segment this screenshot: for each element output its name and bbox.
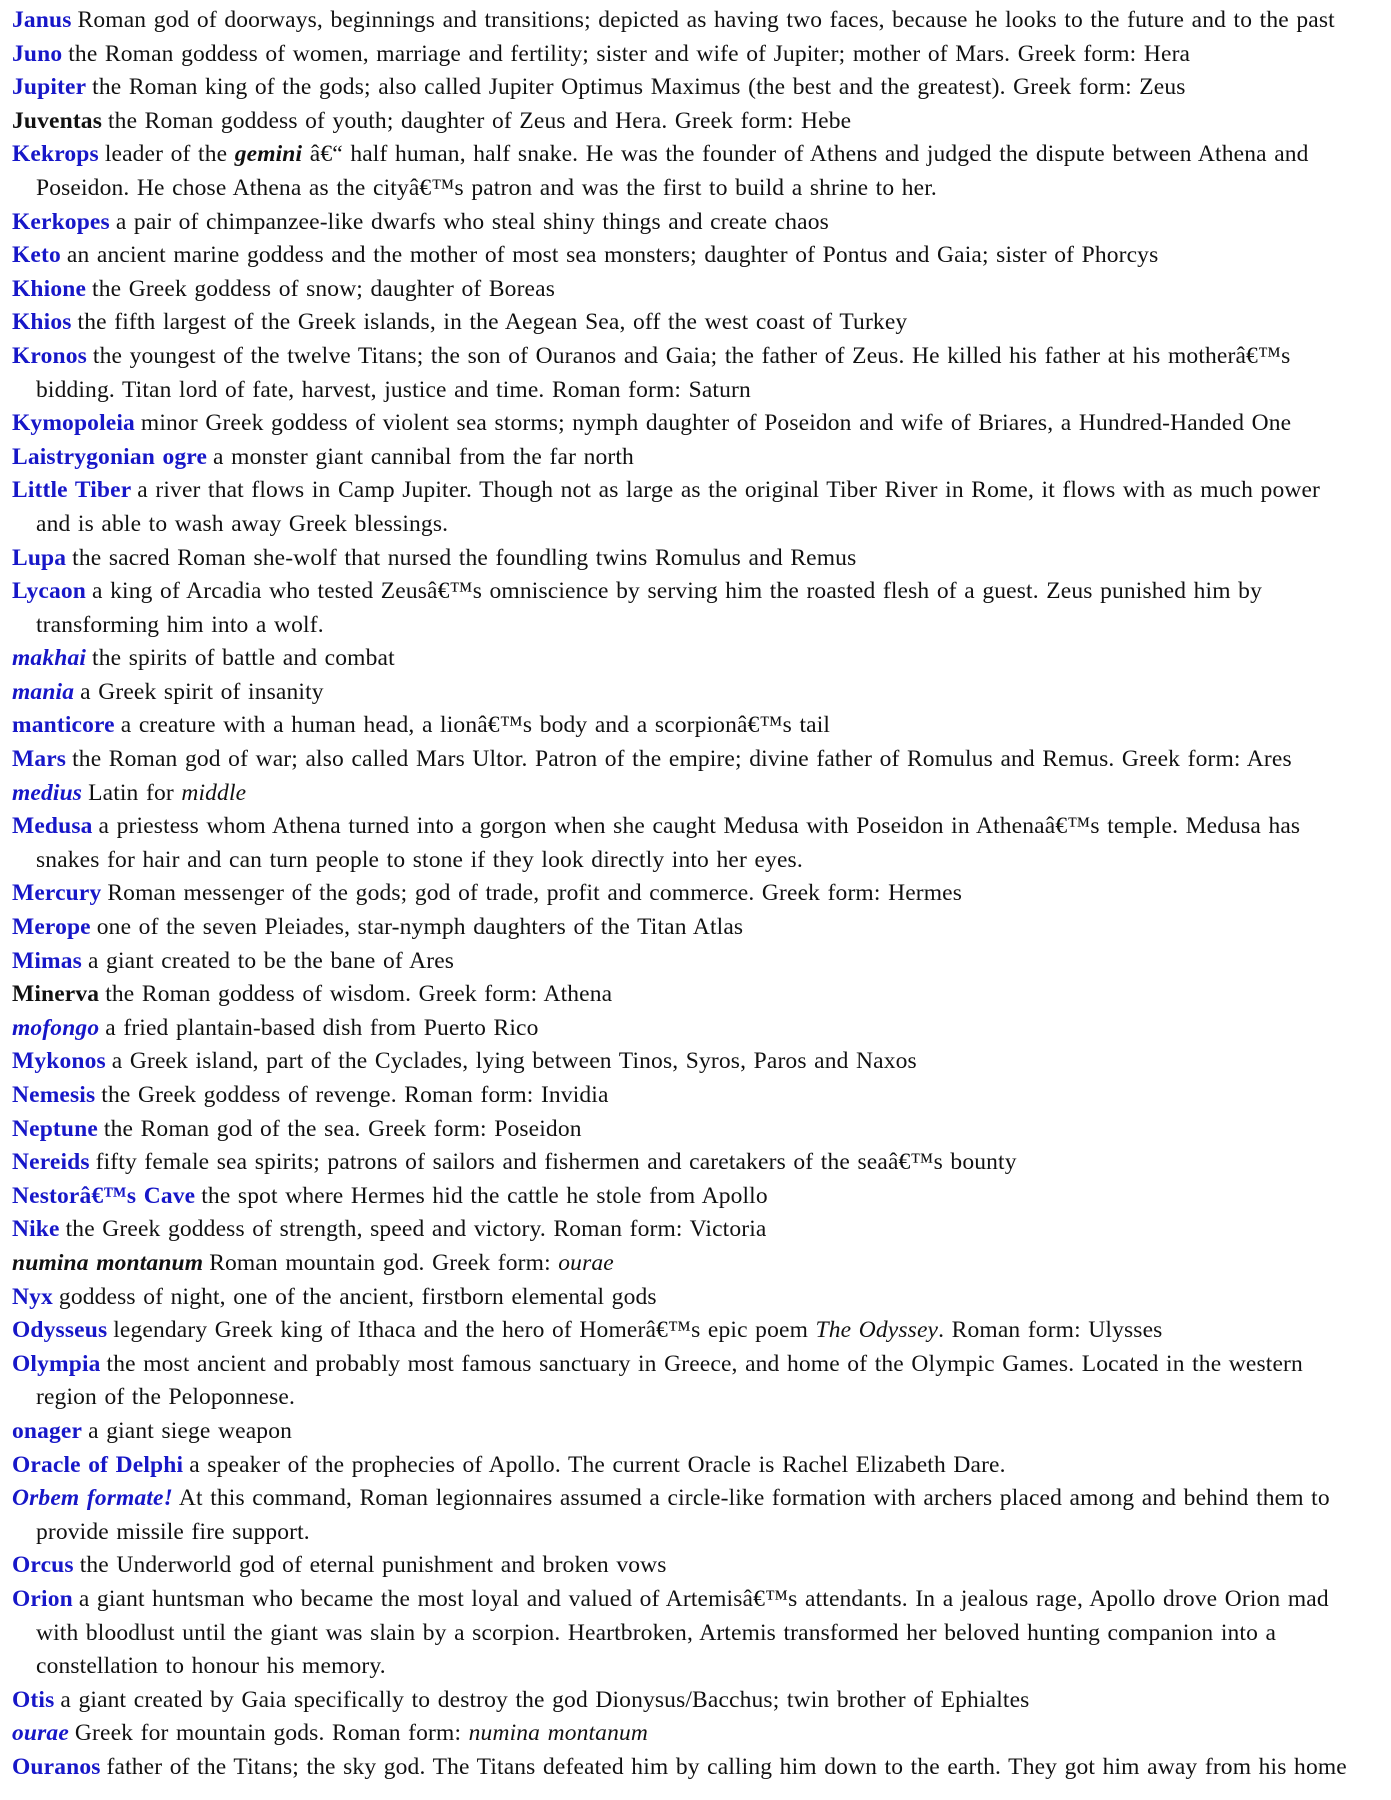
entry-continuation-line: [12, 172, 1391, 206]
glossary-entry: [12, 642, 1391, 676]
glossary-entry: [12, 4, 1391, 38]
glossary-entry: [12, 1113, 1391, 1147]
emphasized-text: The Odyssey: [815, 1317, 939, 1344]
glossary-entry: [12, 877, 1391, 911]
definition-text: the Roman goddess of women, marriage and fertility; sister and wife of Jupiter; mother of Mars. Greek form: Hera: [68, 40, 1191, 67]
entry-continuation-line: [12, 1650, 1391, 1684]
glossary-term: Kronos: [12, 342, 87, 369]
definition-text: the Roman goddess of wisdom. Greek form: Athena: [105, 981, 613, 1008]
entry-continuation-line: [12, 508, 1391, 542]
entry-line: [12, 945, 1391, 979]
definition-text: the Roman king of the gods; also called Jupiter Optimus Maximus (the best and the greatest). Greek form: Zeus: [92, 74, 1186, 101]
glossary-entry: [12, 239, 1391, 273]
entry-line: [12, 1583, 1391, 1617]
entry-line: [12, 1348, 1391, 1382]
entry-continuation-line: [12, 1381, 1391, 1415]
glossary-term: Jupiter: [12, 74, 87, 101]
definition-text: a giant created by Gaia specifically to destroy the god Dionysus/Bacchus; twin brother of Ephialtes: [60, 1686, 1030, 1713]
glossary-term: Olympia: [12, 1350, 101, 1377]
glossary-entry: [12, 1449, 1391, 1483]
definition-text: a creature with a human head, a lionâ€™s body and a scorpionâ€™s tail: [120, 712, 831, 739]
entry-line: [12, 206, 1391, 240]
glossary-term: Nereids: [12, 1149, 90, 1176]
glossary-term: Orcus: [12, 1552, 74, 1579]
glossary-entry: [12, 575, 1391, 642]
definition-text: the Underworld god of eternal punishment and broken vows: [79, 1552, 667, 1579]
glossary-entry: [12, 306, 1391, 340]
definition-text: the Roman god of the sea. Greek form: Poseidon: [103, 1115, 582, 1142]
glossary-term: Medusa: [12, 813, 93, 840]
glossary-term: Nyx: [12, 1283, 53, 1310]
glossary-term: Mimas: [12, 947, 82, 974]
entry-line: [12, 1180, 1391, 1214]
glossary-term: Nike: [12, 1216, 60, 1243]
glossary-term: Kekrops: [12, 141, 99, 168]
definition-text: a fried plantain-based dish from Puerto Rico: [105, 1014, 539, 1041]
definition-text: a priestess whom Athena turned into a gorgon when she caught Medusa with Poseidon in Athenaâ€™s temple. Medusa has: [98, 813, 1301, 840]
glossary-term: Nestorâ€™s Cave: [12, 1182, 196, 1209]
entry-line: [12, 1314, 1391, 1348]
entry-line: [12, 709, 1391, 743]
definition-text: a pair of chimpanzee-like dwarfs who steal shiny things and create chaos: [115, 208, 829, 235]
glossary-term: Little Tiber: [12, 477, 132, 504]
glossary-entry: [12, 542, 1391, 576]
glossary-term: Juventas: [12, 107, 102, 134]
entry-line: [12, 1684, 1391, 1718]
glossary-entry: [12, 1684, 1391, 1718]
glossary-entry: [12, 777, 1391, 811]
entry-line: [12, 407, 1391, 441]
glossary-term: Laistrygonian ogre: [12, 443, 208, 470]
definition-text: fifty female sea spirits; patrons of sailors and fishermen and caretakers of the seaâ€™s bounty: [95, 1149, 1017, 1176]
definition-text: â€“ half human, half snake. He was the founder of Athens and judged the dispute between Athena and: [302, 141, 1309, 168]
definition-text: Poseidon. He chose Athena as the cityâ€™s patron and was the first to build a shrine to her.: [36, 174, 937, 201]
entry-line: [12, 4, 1391, 38]
glossary-term: Khione: [12, 275, 87, 302]
glossary-entry: [12, 474, 1391, 541]
glossary-term: Kymopoleia: [12, 410, 135, 437]
entry-line: [12, 877, 1391, 911]
glossary-term: Minerva: [12, 981, 100, 1008]
glossary-entry: [12, 1717, 1391, 1751]
glossary-entry: [12, 911, 1391, 945]
glossary-term: manticore: [12, 712, 115, 739]
glossary-term: numina montanum: [12, 1249, 204, 1276]
glossary-term: Nemesis: [12, 1082, 96, 1108]
entry-line: [12, 1751, 1391, 1785]
glossary-entry: [12, 1213, 1391, 1247]
definition-text: provide missile fire support.: [36, 1518, 310, 1545]
glossary-entry: [12, 1180, 1391, 1214]
glossary-entry: [12, 978, 1391, 1012]
glossary-entry: [12, 810, 1391, 877]
emphasized-text: numina montanum: [468, 1720, 649, 1747]
glossary-term: Kerkopes: [12, 208, 110, 235]
entry-line: [12, 1482, 1391, 1516]
entry-line: [12, 1717, 1391, 1751]
definition-text: the most ancient and probably most famous sanctuary in Greece, and home of the Olympic Games. Located in the western: [106, 1350, 1303, 1377]
entry-line: [12, 239, 1391, 273]
entry-line: [12, 1213, 1391, 1247]
glossary-term: Orion: [12, 1585, 73, 1612]
glossary-term: makhai: [12, 645, 87, 672]
definition-text: one of the seven Pleiades, star-nymph daughters of the Titan Atlas: [96, 914, 744, 941]
glossary-entry: [12, 1079, 1391, 1113]
entry-line: [12, 1012, 1391, 1046]
glossary-entry: [12, 1146, 1391, 1180]
glossary-entry: [12, 1751, 1391, 1785]
glossary-entry: [12, 1314, 1391, 1348]
definition-text: Roman mountain god. Greek form:: [209, 1249, 559, 1276]
entry-line: [12, 676, 1391, 710]
glossary-entry: [12, 1549, 1391, 1583]
entry-line: [12, 38, 1391, 72]
definition-text: a giant created to be the bane of Ares: [87, 947, 455, 974]
glossary-term: medius: [12, 779, 83, 806]
definition-text: bidding. Titan lord of fate, harvest, justice and time. Roman form: Saturn: [36, 376, 751, 403]
definition-text: a Greek spirit of insanity: [80, 678, 324, 705]
glossary-term: Odysseus: [12, 1317, 108, 1344]
entry-line: [12, 1113, 1391, 1147]
definition-text: constellation to honour his memory.: [36, 1653, 386, 1680]
emphasized-text: gemini: [234, 141, 303, 168]
entry-continuation-line: [12, 1617, 1391, 1651]
entry-line: [12, 575, 1391, 609]
entry-line: [12, 810, 1391, 844]
glossary-term: Mykonos: [12, 1048, 106, 1075]
definition-text: a Greek island, part of the Cyclades, lying between Tinos, Syros, Paros and Naxos: [111, 1048, 917, 1075]
glossary-term: Juno: [12, 40, 63, 67]
glossary-term: Lycaon: [12, 578, 87, 605]
glossary-term: Otis: [12, 1686, 55, 1713]
entry-line: [12, 1247, 1391, 1281]
entry-line: [12, 441, 1391, 475]
definition-text: the sacred Roman she-wolf that nursed the foundling twins Romulus and Remus: [72, 544, 857, 571]
emphasized-text: middle: [181, 779, 247, 806]
definition-text: the Roman god of war; also called Mars Ultor. Patron of the empire; divine father of Romulus and Remus. Greek form: Ares: [72, 746, 1292, 773]
definition-text: the spirits of battle and combat: [92, 645, 395, 672]
definition-text: Roman god of doorways, beginnings and transitions; depicted as having two faces, because he looks to the future and to the past: [77, 7, 1335, 33]
definition-text: goddess of night, one of the ancient, firstborn elemental gods: [58, 1283, 657, 1310]
glossary-entry: [12, 38, 1391, 72]
glossary-entry: [12, 1348, 1391, 1415]
glossary-entry: [12, 407, 1391, 441]
glossary-entry: [12, 1281, 1391, 1315]
entry-line: [12, 1079, 1391, 1113]
entry-line: [12, 1146, 1391, 1180]
definition-text: a river that flows in Camp Jupiter. Though not as large as the original Tiber River in Rome, it flows with as much power: [137, 477, 1321, 504]
glossary-term: mofongo: [12, 1014, 100, 1041]
definition-text: the youngest of the twelve Titans; the son of Ouranos and Gaia; the father of Zeus. He killed his father at his motherâ€™s: [92, 342, 1291, 369]
glossary-entry: [12, 743, 1391, 777]
glossary-entry: [12, 1482, 1391, 1549]
glossary-entry: [12, 105, 1391, 139]
entry-line: [12, 1549, 1391, 1583]
definition-text: a giant siege weapon: [88, 1417, 293, 1444]
glossary-entry: [12, 1583, 1391, 1684]
entry-line: [12, 1281, 1391, 1315]
definition-text: a giant huntsman who became the most loyal and valued of Artemisâ€™s attendants. In a jealous rage, Apollo drove Orion mad: [78, 1585, 1329, 1612]
glossary-term: Ouranos: [12, 1753, 101, 1780]
entry-line: [12, 138, 1391, 172]
definition-text: region of the Peloponnese.: [36, 1384, 296, 1411]
glossary-term: Janus: [12, 7, 72, 33]
entry-line: [12, 1415, 1391, 1449]
definition-text: minor Greek goddess of violent sea storms; nymph daughter of Poseidon and wife of Briares, a Hundred-Handed One: [140, 410, 1292, 437]
glossary-term: Neptune: [12, 1115, 98, 1142]
definition-text: the spot where Hermes hid the cattle he stole from Apollo: [201, 1182, 768, 1209]
definition-text: Roman messenger of the gods; god of trade, profit and commerce. Greek form: Hermes: [107, 880, 963, 907]
definition-text: with bloodlust until the giant was slain by a scorpion. Heartbroken, Artemis transformed her beloved hunting companion into a: [36, 1619, 1277, 1646]
entry-line: [12, 474, 1391, 508]
glossary-term: ourae: [12, 1720, 69, 1747]
entry-line: [12, 273, 1391, 307]
definition-text: a speaker of the prophecies of Apollo. The current Oracle is Rachel Elizabeth Dare.: [189, 1451, 1006, 1478]
entry-line: [12, 71, 1391, 105]
entry-line: [12, 1045, 1391, 1079]
definition-text: the Greek goddess of snow; daughter of Boreas: [92, 275, 556, 302]
glossary-entry: [12, 71, 1391, 105]
glossary-term: Lupa: [12, 544, 67, 571]
definition-text: and is able to wash away Greek blessings.: [36, 510, 449, 537]
glossary-entry: [12, 273, 1391, 307]
entry-line: [12, 777, 1391, 811]
entry-line: [12, 1449, 1391, 1483]
glossary-entry: [12, 1045, 1391, 1079]
glossary-entry: [12, 1247, 1391, 1281]
definition-text: the Greek goddess of revenge. Roman form: Invidia: [101, 1082, 609, 1108]
entry-line: [12, 340, 1391, 374]
glossary-term: Mars: [12, 746, 67, 773]
glossary-term: Khios: [12, 309, 72, 336]
entry-continuation-line: [12, 1516, 1391, 1550]
entry-continuation-line: [12, 609, 1391, 643]
glossary-entry: [12, 340, 1391, 407]
glossary-term: Merope: [12, 914, 91, 941]
entry-line: [12, 542, 1391, 576]
definition-text: leader of the: [104, 141, 235, 168]
entry-line: [12, 642, 1391, 676]
glossary-term: Orbem formate!: [12, 1485, 173, 1512]
glossary-entry: [12, 441, 1391, 475]
entry-continuation-line: [12, 844, 1391, 878]
glossary-entry: [12, 709, 1391, 743]
definition-text: the Greek goddess of strength, speed and victory. Roman form: Victoria: [65, 1216, 767, 1243]
entry-line: [12, 978, 1391, 1012]
glossary-term: mania: [12, 678, 75, 705]
definition-text: an ancient marine goddess and the mother of most sea monsters; daughter of Pontus and Gaia; sister of Phorcys: [66, 242, 1159, 269]
glossary-entry: [12, 138, 1391, 205]
definition-text: transforming him into a wolf.: [36, 611, 324, 638]
definition-text: father of the Titans; the sky god. The Titans defeated him by calling him down to the earth. They got him away from his home: [106, 1753, 1347, 1780]
emphasized-text: ourae: [558, 1249, 614, 1276]
glossary-entry: [12, 1012, 1391, 1046]
definition-text: the Roman goddess of youth; daughter of Zeus and Hera. Greek form: Hebe: [108, 107, 852, 134]
entry-line: [12, 105, 1391, 139]
glossary-entry: [12, 206, 1391, 240]
definition-text: a monster giant cannibal from the far north: [213, 443, 634, 470]
glossary-term: onager: [12, 1417, 83, 1444]
entry-line: [12, 306, 1391, 340]
entry-continuation-line: [12, 374, 1391, 408]
definition-text: At this command, Roman legionnaires assumed a circle-like formation with archers placed among and behind them to: [178, 1485, 1330, 1512]
definition-text: legendary Greek king of Ithaca and the hero of Homerâ€™s epic poem: [113, 1317, 816, 1344]
glossary-entry: [12, 676, 1391, 710]
glossary-entry: [12, 945, 1391, 979]
glossary-term: Oracle of Delphi: [12, 1451, 184, 1478]
glossary-entry: [12, 1415, 1391, 1449]
glossary-term: Keto: [12, 242, 61, 269]
definition-text: Latin for: [88, 779, 182, 806]
definition-text: the fifth largest of the Greek islands, in the Aegean Sea, off the west coast of Turkey: [77, 309, 908, 336]
definition-text: Greek for mountain gods. Roman form:: [74, 1720, 469, 1747]
entry-line: [12, 911, 1391, 945]
definition-text: a king of Arcadia who tested Zeusâ€™s omniscience by serving him the roasted flesh of a guest. Zeus punished him by: [92, 578, 1262, 605]
definition-text: snakes for hair and can turn people to stone if they look directly into her eyes.: [36, 846, 803, 873]
entry-line: [12, 743, 1391, 777]
definition-text: . Roman form: Ulysses: [938, 1317, 1163, 1344]
glossary-term: Mercury: [12, 880, 102, 907]
